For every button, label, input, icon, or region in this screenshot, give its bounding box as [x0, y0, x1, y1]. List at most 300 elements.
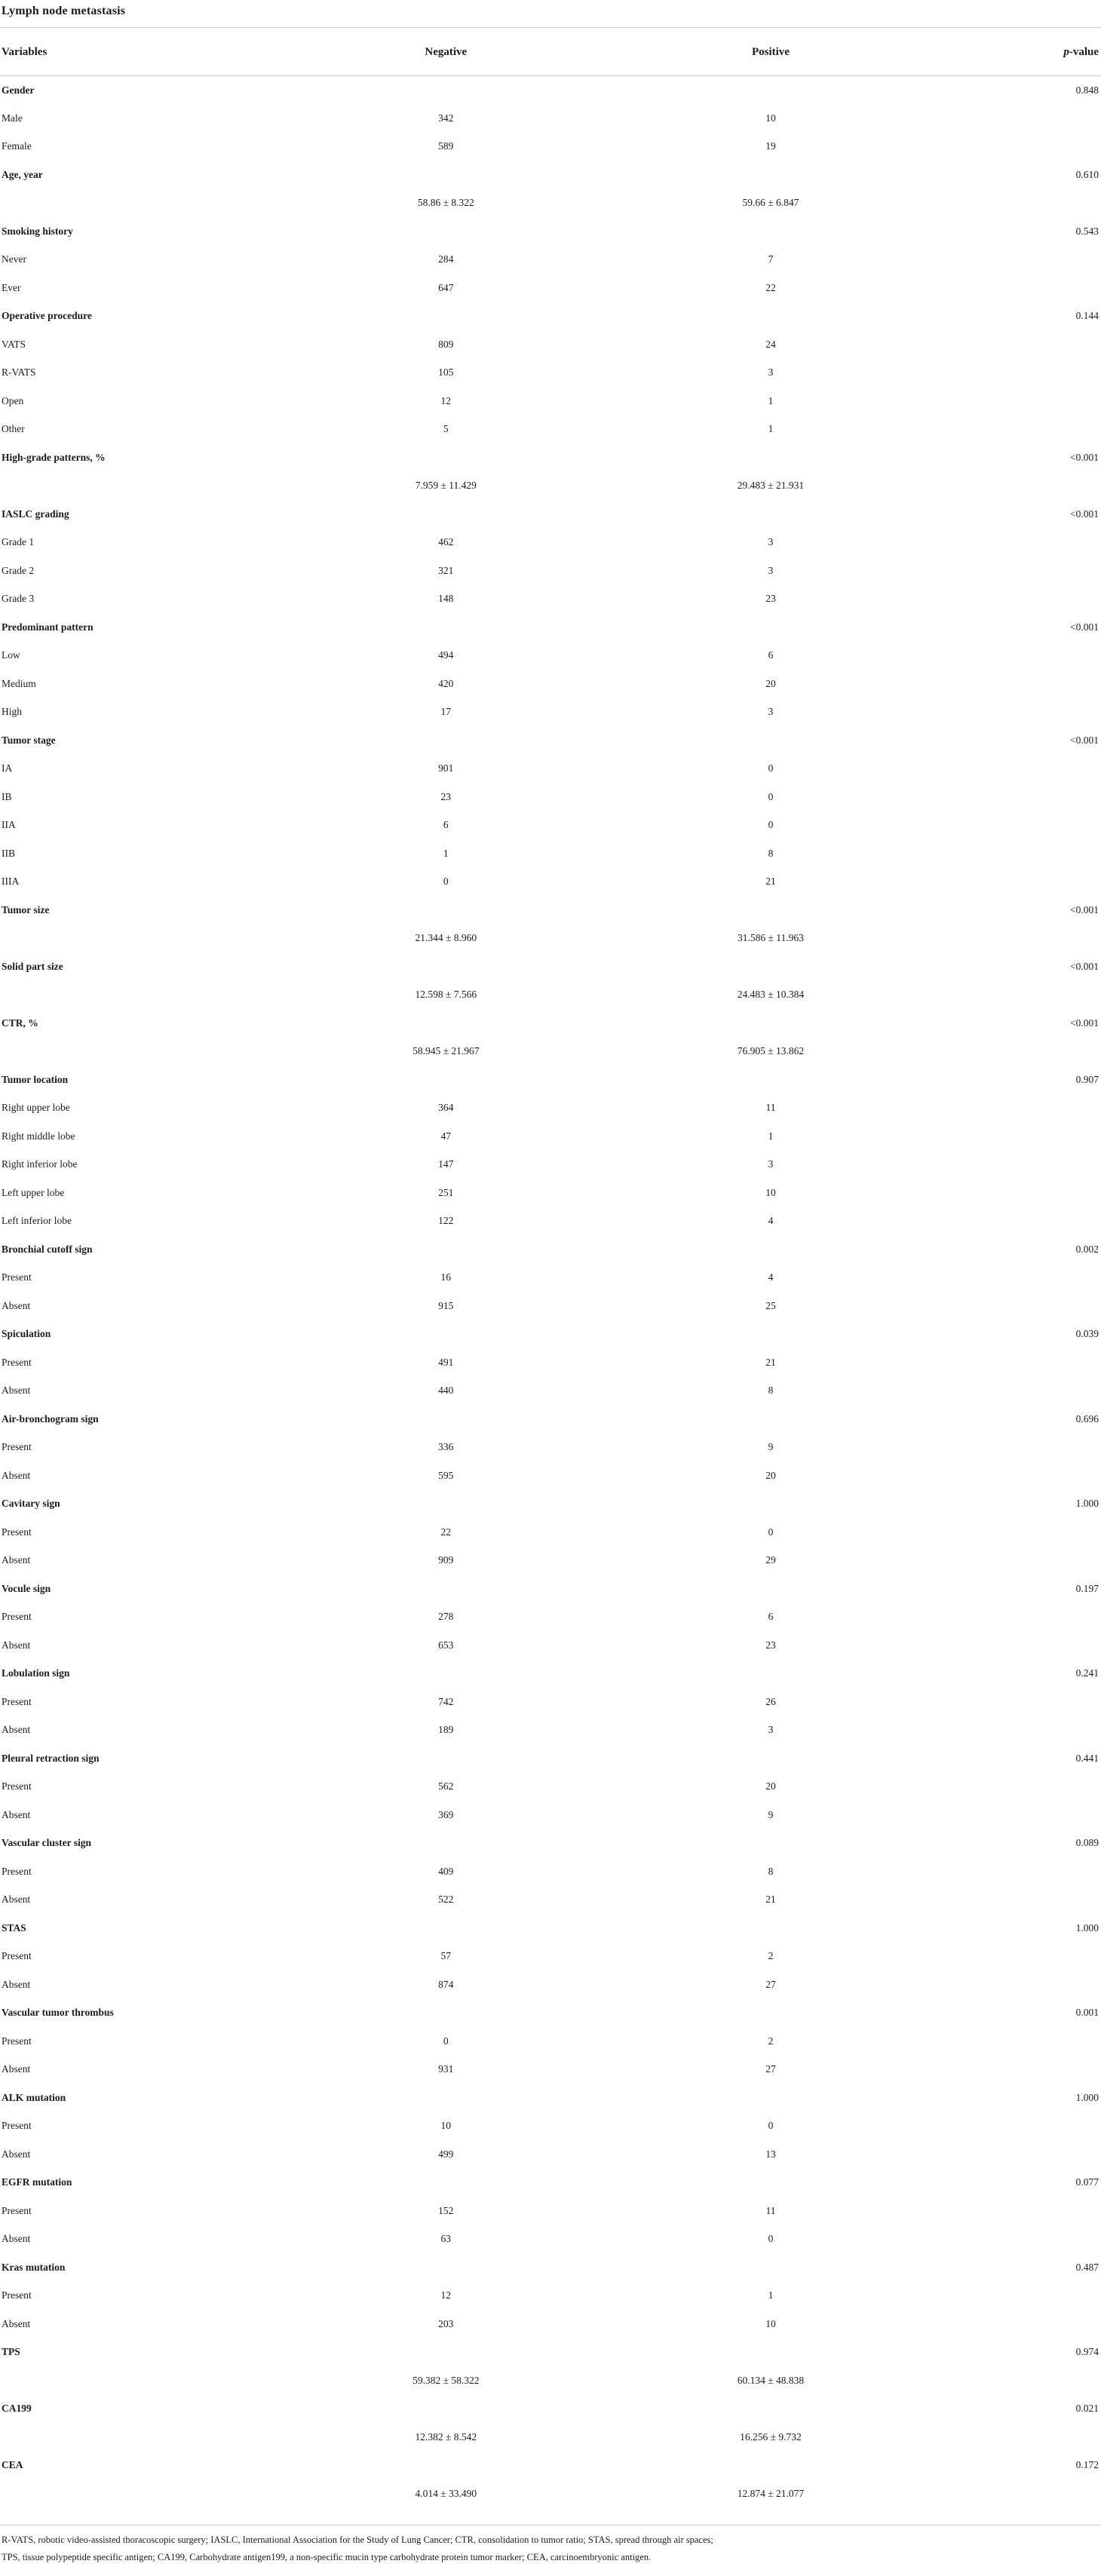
row-label: Absent: [2, 2063, 31, 2075]
table-row: [0, 246, 1101, 274]
table-row: [0, 1744, 1101, 1773]
row-label: High: [2, 706, 22, 718]
negative-value: [264, 1575, 627, 1603]
negative-value: 189: [438, 1724, 454, 1736]
table-row: [0, 359, 1101, 388]
negative-value: 901: [438, 762, 454, 774]
negative-value: [264, 1490, 627, 1519]
negative-value: [264, 1829, 627, 1858]
row-label: Absent: [2, 1639, 31, 1651]
p-value: [914, 1122, 1101, 1151]
row-label: Smoking history: [2, 225, 73, 237]
table-row: [0, 1490, 1101, 1519]
p-value: [914, 1603, 1101, 1632]
negative-value: 909: [438, 1554, 454, 1566]
positive-value: 29: [765, 1554, 776, 1566]
table-row: [0, 2338, 1101, 2367]
negative-value: 22: [440, 1526, 452, 1538]
row-label: [0, 189, 264, 218]
table-row: [0, 839, 1101, 868]
table-row: [0, 1235, 1101, 1264]
row-label: Absent: [2, 2317, 31, 2329]
negative-value: [264, 2395, 627, 2424]
negative-value: [264, 443, 627, 472]
row-label: IASLC grading: [2, 508, 69, 520]
p-value: [914, 981, 1101, 1010]
table-row: [0, 104, 1101, 133]
positive-value: [627, 896, 914, 925]
row-label: Present: [2, 1611, 32, 1623]
row-label: CTR, %: [2, 1017, 38, 1029]
positive-value: [627, 1066, 914, 1094]
positive-value: [627, 1660, 914, 1688]
p-value: [914, 472, 1101, 501]
row-label: Female: [2, 140, 32, 152]
p-value: [914, 1801, 1101, 1829]
p-value: 0.144: [1075, 310, 1099, 322]
negative-value: [264, 2084, 627, 2112]
p-value: [914, 811, 1101, 840]
p-value: [914, 416, 1101, 444]
p-value: [914, 1434, 1101, 1462]
table-row: [0, 783, 1101, 811]
negative-value: 809: [438, 338, 454, 350]
negative-value: 0: [443, 2035, 449, 2047]
table-row: [0, 500, 1101, 529]
positive-value: [627, 1235, 914, 1264]
table-row: [0, 755, 1101, 784]
negative-value: 59.382 ± 58.322: [412, 2374, 480, 2386]
positive-value: [627, 217, 914, 246]
p-value: [914, 557, 1101, 585]
p-value: 0.021: [1075, 2403, 1099, 2415]
row-label: Present: [2, 2120, 32, 2132]
p-value: 0.077: [1075, 2176, 1099, 2188]
p-value: [914, 529, 1101, 557]
table-row: [0, 698, 1101, 727]
row-label: Absent: [2, 2233, 31, 2245]
row-label: [0, 472, 264, 501]
positive-value: 0: [768, 2233, 774, 2245]
p-value: [914, 1094, 1101, 1123]
row-label: Bronchial cutoff sign: [2, 1243, 93, 1255]
p-value: 0.907: [1075, 1073, 1099, 1085]
row-label: Absent: [2, 1808, 31, 1820]
negative-value: 57: [440, 1950, 452, 1962]
p-value: 1.000: [1075, 1498, 1099, 1510]
positive-value: 21: [765, 1894, 776, 1906]
row-label: Right middle lobe: [2, 1130, 75, 1142]
p-value: <0.001: [1070, 508, 1099, 520]
p-value: [914, 1943, 1101, 1971]
negative-value: 491: [438, 1356, 454, 1368]
p-value: [914, 839, 1101, 868]
row-label: Present: [2, 1271, 32, 1283]
negative-value: 105: [438, 366, 454, 379]
positive-value: 27: [765, 1978, 776, 1990]
p-value: [914, 783, 1101, 811]
row-label: Grade 1: [2, 536, 35, 548]
negative-value: [264, 500, 627, 529]
negative-value: 203: [438, 2317, 454, 2329]
positive-value: 8: [768, 1865, 774, 1877]
p-value: [914, 1292, 1101, 1320]
positive-value: 0: [768, 762, 774, 774]
row-label: VATS: [2, 338, 26, 350]
p-value: [914, 2479, 1101, 2508]
positive-value: 20: [765, 1469, 776, 1481]
negative-value: 4.014 ± 33.490: [415, 2487, 477, 2499]
table-row: [0, 1320, 1101, 1349]
positive-value: 16.256 ± 9.732: [740, 2430, 802, 2443]
row-label: Right upper lobe: [2, 1102, 70, 1114]
positive-value: 3: [768, 366, 774, 379]
row-label: [0, 981, 264, 1010]
p-value: [914, 2112, 1101, 2141]
table-row: [0, 1207, 1101, 1236]
positive-value: 0: [768, 819, 774, 831]
positive-value: 0: [768, 2120, 774, 2132]
positive-value: 3: [768, 1158, 774, 1170]
negative-value: 336: [438, 1441, 454, 1453]
positive-value: [627, 1829, 914, 1858]
row-label: Absent: [2, 1554, 31, 1566]
table-row: [0, 330, 1101, 359]
positive-value: 4: [768, 1215, 774, 1227]
p-value: [914, 1886, 1101, 1915]
table-row: [0, 2479, 1101, 2508]
p-value: 0.974: [1075, 2346, 1099, 2358]
row-label: [0, 2423, 264, 2452]
row-label: Kras mutation: [2, 2261, 66, 2273]
p-value: [914, 1348, 1101, 1377]
positive-value: [627, 2253, 914, 2282]
positive-value: 0: [768, 790, 774, 802]
p-value: 0.089: [1075, 1837, 1099, 1849]
p-value: [914, 2282, 1101, 2311]
row-label: Present: [2, 1780, 32, 1792]
table-row: [0, 1518, 1101, 1547]
positive-value: [627, 1575, 914, 1603]
negative-value: 284: [438, 253, 454, 265]
row-label: [0, 925, 264, 953]
table-title: Lymph node metastasis: [2, 5, 126, 17]
table-row: [0, 2423, 1101, 2452]
positive-value: 3: [768, 564, 774, 576]
row-label: [0, 2366, 264, 2395]
positive-value: 3: [768, 706, 774, 718]
row-label: Tumor size: [2, 903, 50, 915]
column-header-positive: Positive: [627, 28, 914, 76]
negative-value: 409: [438, 1865, 454, 1877]
positive-value: [627, 2395, 914, 2424]
p-value: <0.001: [1070, 1017, 1099, 1029]
positive-value: 1: [768, 2289, 774, 2302]
table-row: [0, 585, 1101, 614]
negative-value: 21.344 ± 8.960: [415, 932, 477, 944]
p-value: 0.441: [1075, 1752, 1099, 1764]
positive-value: 76.905 ± 13.862: [737, 1045, 805, 1057]
positive-value: 60.134 ± 48.838: [737, 2374, 805, 2386]
positive-value: 11: [765, 1102, 776, 1114]
negative-value: 562: [438, 1780, 454, 1792]
positive-value: 59.66 ± 6.847: [742, 197, 799, 209]
p-value: [914, 1547, 1101, 1575]
negative-value: 342: [438, 112, 454, 124]
positive-value: 31.586 ± 11.963: [738, 932, 804, 944]
p-value: [914, 1179, 1101, 1207]
p-value: [914, 698, 1101, 727]
row-label: Ever: [2, 281, 21, 293]
row-label: Spiculation: [2, 1328, 51, 1340]
negative-value: 278: [438, 1611, 454, 1623]
positive-value: [627, 161, 914, 189]
row-label: Left inferior lobe: [2, 1215, 72, 1227]
table-row: [0, 1943, 1101, 1971]
p-value: [914, 925, 1101, 953]
column-header-pvalue: [914, 28, 1101, 76]
row-label: [0, 2479, 264, 2508]
positive-value: [627, 500, 914, 529]
table-row: [0, 1434, 1101, 1462]
row-label: Absent: [2, 1469, 31, 1481]
negative-value: [264, 2253, 627, 2282]
row-label: Male: [2, 112, 23, 124]
table-row: [0, 472, 1101, 501]
p-value: [914, 1461, 1101, 1490]
table-row: [0, 1688, 1101, 1716]
negative-value: [264, 896, 627, 925]
p-value: [914, 1038, 1101, 1066]
table-row: [0, 1547, 1101, 1575]
row-label: ALK mutation: [2, 2091, 66, 2103]
negative-value: 874: [438, 1978, 454, 1990]
negative-value: 0: [443, 876, 449, 888]
table-row: [0, 2112, 1101, 2141]
p-value: [914, 359, 1101, 388]
table-row: [0, 1575, 1101, 1603]
positive-value: [627, 302, 914, 331]
p-value: [914, 1631, 1101, 1660]
row-label: Predominant pattern: [2, 621, 94, 633]
table-row: [0, 2027, 1101, 2056]
negative-value: 653: [438, 1639, 454, 1651]
positive-value: 20: [765, 1780, 776, 1792]
positive-value: 6: [768, 649, 774, 661]
p-value: 1.000: [1075, 1921, 1099, 1934]
row-label: IIA: [2, 819, 16, 831]
negative-value: 47: [440, 1130, 452, 1142]
positive-value: 2: [768, 1950, 774, 1962]
p-value: [914, 2027, 1101, 2056]
table-row: [0, 416, 1101, 444]
p-value: [914, 2225, 1101, 2254]
p-value: 0.197: [1075, 1582, 1099, 1594]
row-label: STAS: [2, 1921, 26, 1934]
p-value: 1.000: [1075, 2091, 1099, 2103]
row-label: Tumor stage: [2, 734, 56, 746]
p-value: 0.487: [1075, 2261, 1099, 2273]
row-label: Present: [2, 1526, 32, 1538]
p-value: [914, 1377, 1101, 1406]
p-value: 0.039: [1075, 1328, 1099, 1340]
negative-value: 10: [440, 2120, 452, 2132]
column-header-variables: Variables: [0, 28, 264, 76]
negative-value: 420: [438, 677, 454, 689]
p-value: [914, 104, 1101, 133]
table-row: [0, 2282, 1101, 2311]
positive-value: 29.483 ± 21.931: [737, 480, 805, 492]
positive-value: 1: [768, 394, 774, 406]
negative-value: [264, 1999, 627, 2028]
negative-value: 1: [443, 847, 449, 859]
negative-value: [264, 2169, 627, 2197]
row-label: Low: [2, 649, 20, 661]
negative-value: 12.382 ± 8.542: [415, 2430, 477, 2443]
row-label: Tumor location: [2, 1073, 69, 1085]
p-value: [914, 1857, 1101, 1886]
row-label: Never: [2, 253, 26, 265]
negative-value: [264, 302, 627, 331]
negative-value: 5: [443, 423, 449, 435]
table-row: [0, 1348, 1101, 1377]
column-header-negative: Negative: [264, 28, 627, 76]
negative-value: 494: [438, 649, 454, 661]
table-row: [0, 217, 1101, 246]
row-label: Present: [2, 2289, 32, 2302]
p-value: [914, 868, 1101, 897]
negative-value: 321: [438, 564, 454, 576]
positive-value: 23: [765, 593, 776, 605]
table-row: [0, 1716, 1101, 1745]
positive-value: 19: [765, 140, 776, 152]
table-row: [0, 896, 1101, 925]
positive-value: 22: [765, 281, 776, 293]
row-label: Absent: [2, 1724, 31, 1736]
table-row: [0, 2056, 1101, 2084]
table-row: [0, 2395, 1101, 2424]
header-row: [0, 28, 1101, 76]
row-label: EGFR mutation: [2, 2176, 72, 2188]
table-row: [0, 981, 1101, 1010]
table-row: [0, 274, 1101, 302]
positive-value: 10: [765, 2317, 776, 2329]
negative-value: [264, 1235, 627, 1264]
table-row: [0, 642, 1101, 670]
row-label: Present: [2, 1441, 32, 1453]
positive-value: 20: [765, 677, 776, 689]
p-value: [914, 387, 1101, 416]
negative-value: [264, 217, 627, 246]
table-row: [0, 1660, 1101, 1688]
negative-value: [264, 1066, 627, 1094]
negative-value: 58.945 ± 21.967: [412, 1045, 480, 1057]
positive-value: [627, 613, 914, 642]
row-label: Operative procedure: [2, 310, 92, 322]
negative-value: [264, 1914, 627, 1943]
table-row: [0, 1857, 1101, 1886]
p-value: [914, 2140, 1101, 2169]
pvalue-rest: -value: [1069, 46, 1099, 58]
row-label: Absent: [2, 1978, 31, 1990]
negative-value: [264, 726, 627, 755]
table-row: [0, 1264, 1101, 1293]
p-value: 0.610: [1075, 168, 1099, 180]
negative-value: 12: [440, 394, 452, 406]
row-label: Vascular cluster sign: [2, 1837, 92, 1849]
p-value: [914, 642, 1101, 670]
positive-value: 13: [765, 2148, 776, 2160]
negative-value: [264, 161, 627, 189]
metastasis-table: [0, 28, 1101, 2508]
table-row: [0, 670, 1101, 698]
negative-value: 499: [438, 2148, 454, 2160]
p-value: [914, 2423, 1101, 2452]
negative-value: 152: [438, 2204, 454, 2216]
row-label: Grade 2: [2, 564, 35, 576]
table-row: [0, 302, 1101, 331]
positive-value: [627, 2452, 914, 2480]
negative-value: 6: [443, 819, 449, 831]
positive-value: 3: [768, 1724, 774, 1736]
table-row: [0, 2197, 1101, 2225]
negative-value: [264, 1744, 627, 1773]
p-value: <0.001: [1070, 960, 1099, 972]
table-row: [0, 1631, 1101, 1660]
row-label: Lobulation sign: [2, 1667, 70, 1679]
positive-value: 9: [768, 1441, 774, 1453]
negative-value: [264, 1009, 627, 1038]
positive-value: 1: [768, 423, 774, 435]
negative-value: 251: [438, 1186, 454, 1198]
negative-value: 63: [440, 2233, 452, 2245]
table-row: [0, 2140, 1101, 2169]
p-value: 0.002: [1075, 1243, 1099, 1255]
positive-value: 4: [768, 1271, 774, 1283]
row-label: Gender: [2, 84, 35, 96]
positive-value: 10: [765, 1186, 776, 1198]
p-value: [914, 1970, 1101, 1999]
row-label: Open: [2, 394, 24, 406]
table-row: [0, 1773, 1101, 1802]
row-label: Present: [2, 1356, 32, 1368]
positive-value: 11: [765, 2204, 776, 2216]
positive-value: 2: [768, 2035, 774, 2047]
table-row: [0, 443, 1101, 472]
negative-value: [264, 1660, 627, 1688]
row-label: Air-bronchogram sign: [2, 1412, 99, 1424]
row-label: CA199: [2, 2403, 32, 2415]
positive-value: [627, 76, 914, 105]
positive-value: [627, 1744, 914, 1773]
table-row: [0, 557, 1101, 585]
p-value: [914, 755, 1101, 784]
negative-value: 23: [440, 790, 452, 802]
negative-value: [264, 1320, 627, 1349]
negative-value: [264, 2338, 627, 2367]
p-value: [914, 670, 1101, 698]
row-label: IIB: [2, 847, 15, 859]
p-value: <0.001: [1070, 621, 1099, 633]
table-row: [0, 161, 1101, 189]
row-label: Age, year: [2, 168, 43, 180]
negative-value: 12: [440, 2289, 452, 2302]
positive-value: [627, 1320, 914, 1349]
table-row: [0, 1405, 1101, 1434]
positive-value: 1: [768, 1130, 774, 1142]
positive-value: 3: [768, 536, 774, 548]
table-row: [0, 1179, 1101, 1207]
